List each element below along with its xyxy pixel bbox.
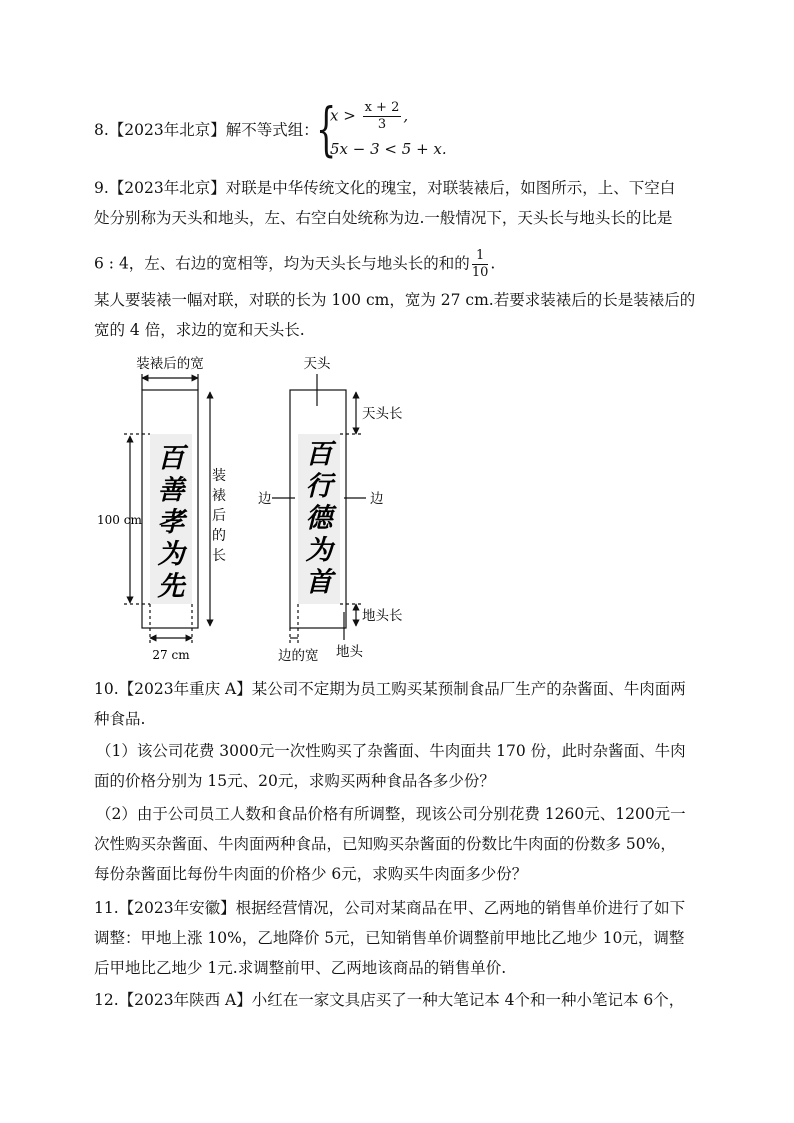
right-top-label: 天头 [303,356,331,372]
q8-eq1-left: x > [330,106,356,125]
right-calli-0: 百 [305,439,333,470]
q8-frac-num: x + 2 [364,100,400,115]
right-calli-4: 首 [305,567,333,598]
q8-frac-den: 3 [377,117,387,132]
q8-inequality-1 [330,100,408,133]
left-side-label: 100 cm [97,513,142,527]
q8-inequality-2: 5x − 3 < 5 + x. [330,140,447,158]
q11-line3: 后甲地比乙地少 1元.求调整前甲、乙两地该商品的销售单价. [94,959,507,977]
left-bottom-label: 27 cm [152,648,190,662]
left-calli-3: 为 [157,539,185,570]
left-right-char-4: 长 [212,548,226,564]
q10-line3: （1）该公司花费 3000元一次性购买了杂酱面、牛肉面共 170 份，此时杂酱面、牛肉 [96,742,686,760]
left-right-label-group [212,467,226,564]
ditou-length-label: 地头长 [362,608,403,624]
left-edge-label: 边 [258,491,272,507]
q9-frac-den: 10 [471,265,489,280]
q10-line6: 次性购买杂酱面、牛肉面两种食品，已知购买杂酱面的份数比牛肉面的份数多 50%， [94,835,676,853]
ditou-label: 地头 [336,644,363,660]
brace-symbol: { [316,95,337,163]
q11-line1: 11.【2023年安徽】根据经营情况，公司对某商品在甲、乙两地的销售单价进行了如下 [94,899,686,917]
right-edge-label: 边 [370,491,384,507]
q8-fraction [363,100,402,133]
q10-line2: 种食品. [94,710,146,728]
q12-line1: 12.【2023年陕西 A】小红在一家文具店买了一种大笔记本 4个和一种小笔记本 6个， [94,991,685,1009]
q9-line3-pre: 6 : 4，左、右边的宽相等，均为天头长与地头长的和的 [94,254,470,273]
q9-line2: 处分别称为天头和地头，左、右空白处统称为边.一般情况下，天头长与地头长的比是 [94,209,673,227]
right-calli-1: 行 [305,471,333,502]
left-right-char-2: 后 [212,508,226,524]
left-calli-0: 百 [157,443,185,474]
edge-width-label: 边的宽 [278,648,319,664]
right-calli-3: 为 [305,535,333,566]
couplet-figure [0,350,794,670]
left-top-label: 装裱后的宽 [136,356,204,372]
q11-line2: 调整：甲地上涨 10%，乙地降价 5元，已知销售单价调整前甲地比乙地少 10元，调整 [94,929,685,947]
left-right-char-1: 裱 [212,488,226,504]
left-calli-1: 善 [157,475,185,506]
left-right-char-0: 装 [212,468,226,484]
q8-eq1-tail: , [403,106,409,125]
q10-line4: 面的价格分别为 15元、20元，求购买两种食品各多少份？ [94,772,495,790]
q9-frac-num: 1 [472,248,489,265]
right-calli-2: 德 [305,503,333,534]
left-calli-2: 孝 [157,507,185,538]
q9-line3-post: . [490,254,496,273]
left-calligraphy [158,443,189,602]
q9-fraction [472,248,489,281]
q8-prefix: 8.【2023年北京】解不等式组： [94,121,319,139]
tiantou-length-label: 天头长 [362,406,403,422]
left-right-char-3: 的 [212,528,226,544]
q10-line7: 每份杂酱面比每份牛肉面的价格少 6元，求购买牛肉面多少份？ [94,865,528,883]
q9-line3 [94,248,495,281]
q9-line1: 9.【2023年北京】对联是中华传统文化的瑰宝，对联装裱后，如图所示，上、下空白 [94,179,676,197]
left-calli-4: 先 [157,571,185,602]
q9-line4: 某人要装裱一幅对联，对联的长为 100 cm，宽为 27 cm.若要求装裱后的长是装裱后的 [94,291,696,309]
q10-line1: 10.【2023年重庆 A】某公司不定期为员工购买某预制食品厂生产的杂酱面、牛肉面两 [94,680,686,698]
q9-line5: 宽的 4 倍，求边的宽和天头长. [94,321,305,339]
q10-line5: （2）由于公司员工人数和食品价格有所调整，现该公司分别花费 1260元、1200元一 [96,805,686,823]
